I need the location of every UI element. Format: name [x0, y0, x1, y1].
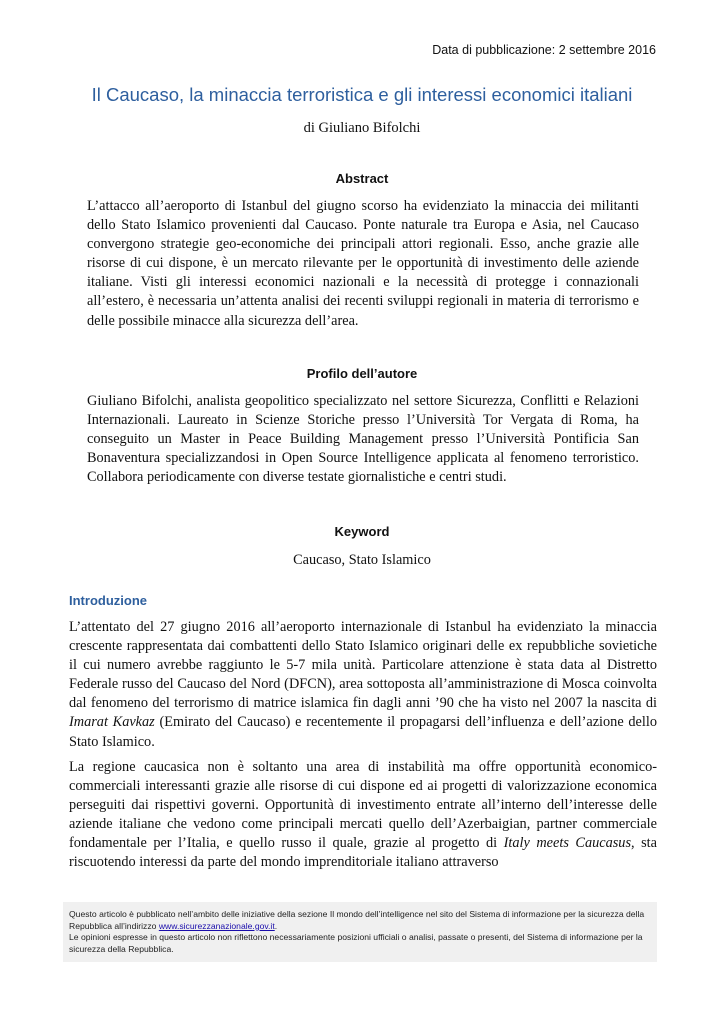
keyword-text: Caucaso, Stato Islamico: [293, 552, 431, 568]
introduction-heading: Introduzione: [69, 593, 147, 608]
article-title: Il Caucaso, la minaccia terroristica e gli interessi economici italiani: [91, 84, 633, 105]
abstract-heading: Abstract: [335, 171, 389, 186]
author-profile-heading: Profilo dell’autore: [306, 366, 418, 381]
footer-disclaimer: Le opinioni espresse in questo articolo non riflettono necessariamente posizioni ufficiali o analisi, passate o presenti, del Sistema di informazione per la sicurezza della Repubblica.: [69, 932, 643, 954]
italic-term: Imarat Kavkaz: [69, 714, 155, 731]
abstract-text: L’attacco all’aeroporto di Istanbul del giugno scorso ha evidenziato la minaccia dei militanti dello Stato Islamico provenienti dal Caucaso. Ponte naturale tra Europa e Asia, nel Caucaso convergono strategie geo-economiche dei principali attori regionali. Esso, anche grazie alle risorse di cui dispone, è un mercato rilevante per le opportunità di investimento delle aziende italiane. Visti gli interessi economici nazionali e la necessità di protegge i connazionali all’estero, è necessaria un’attenta analisi dei recenti sviluppi regionali in materia di terrorismo e delle possibile minacce alla sicurezza dell’area.: [87, 198, 639, 329]
paragraph-text: La regione caucasica non è soltanto una area di instabilità ma offre opportunità economico-commerciali interessanti grazie alle risorse di cui dispone ed ai progetti di valorizzazione economica perseguiti dai rispettivi governi. Opportunità di investimento entrate all’interno dell’interesse delle aziende italiane che vedono come principali mercati quello dell’Azerbaigian, partner commerciale fondamentale per l’Italia, e quello russo il quale, grazie al progetto di: [69, 759, 657, 852]
keyword-heading: Keyword: [334, 524, 390, 539]
publication-date: Data di pubblicazione: 2 settembre 2016: [432, 43, 656, 57]
paragraph-text: , sta riscuotendo interessi da parte del mondo imprenditoriale italiano attraverso: [69, 835, 657, 871]
introduction-paragraph-1: [69, 618, 657, 752]
footer-note: [63, 902, 657, 962]
italic-term: Italy meets Caucasus: [503, 835, 632, 852]
footer-link[interactable]: www.sicurezzanazionale.gov.it: [158, 920, 275, 931]
paragraph-text: (Emirato del Caucaso) e recentemente il propagarsi dell’influenza e dell’azione dello Stato Islamico.: [69, 714, 657, 750]
footer-text: Questo articolo è pubblicato nell’ambito delle iniziative della sezione Il mondo dell’intelligence nel sito del Sistema di informazione per la sicurezza della Repubblica all’indirizzo: [69, 909, 645, 931]
author-profile-text: Giuliano Bifolchi, analista geopolitico specializzato nel settore Sicurezza, Conflitti e Relazioni Internazionali. Laureato in Scienze Storiche presso l’Università Tor Vergata di Roma, ha conseguito un Master in Peace Building Management presso l’Università Pontificia San Bonaventura specializzandosi in Open Source Intelligence applicata al fenomeno terroristico. Collabora periodicamente con diverse testate giornalistiche e centri studi.: [87, 393, 639, 486]
paragraph-text: L’attentato del 27 giugno 2016 all’aeroporto internazionale di Istanbul ha evidenziato la minaccia crescente rappresentata dai combattenti dello Stato Islamico originari delle ex repubbliche sovietiche il cui numero avrebbe raggiunto le 5-7 mila unità. Particolare attenzione è stata data al Distretto Federale russo del Caucaso del Nord (DFCN), area sottoposta all’amministrazione di Mosca coinvolta dal fenomeno del terrorismo di matrice islamica fin dagli anni ’90 che ha visto nel 2007 la nascita di: [69, 619, 657, 712]
introduction-paragraph-2: [69, 758, 657, 873]
author-line: di Giuliano Bifolchi: [303, 120, 421, 136]
footer-text-end: .: [274, 920, 278, 931]
